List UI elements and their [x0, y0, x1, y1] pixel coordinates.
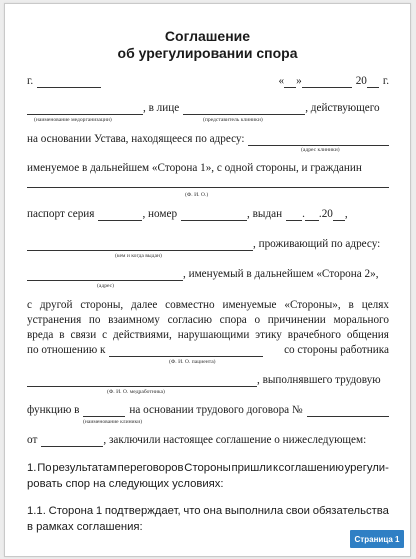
year-prefix: 20 [355, 75, 367, 87]
clinic-address-field[interactable] [248, 135, 389, 146]
word: урегули- [344, 462, 389, 474]
year-suffix: г. [382, 75, 389, 87]
address-line [27, 267, 389, 281]
word: выполнила [224, 505, 284, 517]
issuer-line [27, 237, 389, 251]
word: к [272, 462, 278, 474]
word: далее [131, 299, 158, 311]
employee-line [27, 373, 389, 387]
clinic-address-caption: (адрес клиники) [301, 147, 340, 153]
word: переговоров [117, 462, 184, 474]
document-page [4, 3, 411, 557]
word: целях [361, 299, 389, 311]
word: в [348, 299, 354, 311]
organization-line [27, 101, 389, 115]
word: «Стороны», [284, 299, 341, 311]
party1-line [27, 161, 389, 175]
word: 1 [95, 505, 103, 517]
contract-date-field[interactable] [41, 436, 103, 447]
clause-1-1-line-2 [27, 520, 389, 534]
contract-text: на основании трудового договора № [129, 404, 303, 416]
citizen-name-line [27, 177, 389, 188]
word: результатам [52, 462, 117, 474]
year-field[interactable] [367, 77, 379, 88]
word: причинении [267, 314, 326, 326]
word: общения [346, 329, 389, 341]
document-subtitle: об урегулировании спора [117, 45, 298, 61]
word: с [102, 329, 108, 341]
word: врачебного [287, 329, 341, 341]
clause-1-line-1 [27, 461, 389, 475]
passport-series-field[interactable] [98, 210, 142, 221]
page-number-badge[interactable]: Страница 1 [350, 530, 404, 548]
word: другой [39, 299, 73, 311]
date-open-quote: « [278, 75, 285, 87]
word: спора [219, 314, 247, 326]
charter-text: на основании Устава, находящееся по адресу: [27, 133, 245, 145]
word: обязательства [312, 505, 389, 517]
word: совместно [165, 299, 215, 311]
organization-caption: (наименование медорганизации) [34, 117, 112, 123]
paragraph-line-c [27, 328, 389, 342]
city-date-line [27, 74, 389, 88]
word: соглашению [278, 462, 344, 474]
clause-1-line-2 [27, 477, 389, 491]
issue-year-prefix: 20 [321, 208, 333, 220]
word: свои [285, 505, 310, 517]
party1-text: именуемое в дальнейшем «Сторона 1», с одной стороны, и гражданин [27, 162, 362, 174]
function-prefix: функцию в [27, 404, 80, 416]
word: что [183, 505, 201, 517]
word: согласию [167, 314, 213, 326]
representative-field[interactable] [183, 104, 305, 115]
day-field[interactable] [284, 77, 296, 88]
passport-issuer-field[interactable] [27, 240, 253, 251]
citizen-address-field[interactable] [27, 270, 183, 281]
word: действиями, [113, 329, 172, 341]
word: устранения [27, 314, 82, 326]
word: 1.1. [27, 505, 46, 517]
city-label: г. [27, 75, 34, 87]
word: Сторона [48, 505, 94, 517]
passport-number-field[interactable] [181, 210, 247, 221]
word: этику [255, 329, 282, 341]
word: морального [333, 314, 389, 326]
word: именуемые [222, 299, 277, 311]
patient-name-caption: (Ф. И. О. пациента) [169, 359, 216, 365]
clinic-name-caption: (наименование клиники) [83, 419, 143, 425]
organization-field[interactable] [27, 104, 143, 115]
word: в [59, 329, 65, 341]
word: по [88, 314, 101, 326]
citizen-address-caption: (адрес) [97, 283, 114, 289]
city-field[interactable] [37, 77, 101, 88]
passport-issued-label: , выдан [247, 208, 283, 220]
labor-function-text: , выполнявшего трудовую [257, 374, 381, 386]
document-title: Соглашение [164, 28, 251, 44]
paragraph-line-b [27, 313, 389, 327]
date-close-quote: » [296, 75, 302, 87]
employee-name-caption: (Ф. И. О. медработника) [107, 389, 165, 395]
word: с [27, 299, 32, 311]
acting-text: , действующего [305, 102, 380, 114]
passport-number-label: , номер [142, 208, 178, 220]
word: о [254, 314, 261, 326]
word: Стороны [184, 462, 231, 474]
employee-suffix: со стороны работника [284, 344, 389, 356]
residing-text: , проживающий по адресу: [253, 238, 381, 250]
issuer-caption: (кем и когда выдан) [115, 253, 162, 259]
patient-prefix: по отношению к [27, 344, 106, 356]
word: вреда [27, 329, 54, 341]
paragraph-line-a [27, 298, 389, 312]
from-label: от [27, 434, 38, 446]
concluded-line [27, 433, 389, 447]
word: нарушающими [177, 329, 250, 341]
patient-line [27, 343, 389, 357]
representative-caption: (представитель клиники) [203, 117, 263, 123]
word: пришли [231, 462, 273, 474]
issue-year-field[interactable] [333, 210, 345, 221]
contract-line [27, 403, 389, 417]
passport-line: паспорт серия , номер , выдан . . 20 , [27, 208, 348, 220]
clause-1-1-line-1 [27, 504, 389, 518]
in-person-text: , в лице [143, 102, 180, 114]
month-field[interactable] [302, 77, 352, 88]
clinic-name-field[interactable] [83, 406, 125, 417]
word: она [203, 505, 223, 517]
word: связи [70, 329, 97, 341]
issue-year-comma: , [344, 208, 348, 220]
patient-name-field[interactable] [109, 346, 263, 357]
clause-1-1-continuation: в рамках соглашения: [27, 521, 143, 533]
contract-number-field[interactable] [307, 406, 389, 417]
charter-address-line [27, 132, 389, 146]
word: взаимному [108, 314, 160, 326]
concluded-text: , заключили настоящее соглашение о нижеследующем: [103, 434, 367, 446]
citizen-name-caption: (Ф. И. О.) [185, 192, 209, 198]
issue-month-field[interactable] [305, 210, 319, 221]
word: По [37, 462, 52, 474]
word: стороны, [80, 299, 124, 311]
word: 1. [27, 462, 37, 474]
clause-1-continuation: ровать спор на следующих условиях: [27, 478, 224, 490]
party2-text: , именуемый в дальнейшем «Сторона 2», [183, 268, 379, 280]
employee-name-field[interactable] [27, 376, 257, 387]
citizen-name-field[interactable] [27, 177, 389, 188]
passport-series-label: паспорт серия [27, 208, 95, 220]
issue-day-field[interactable] [286, 210, 302, 221]
word: подтверждает, [104, 505, 181, 517]
